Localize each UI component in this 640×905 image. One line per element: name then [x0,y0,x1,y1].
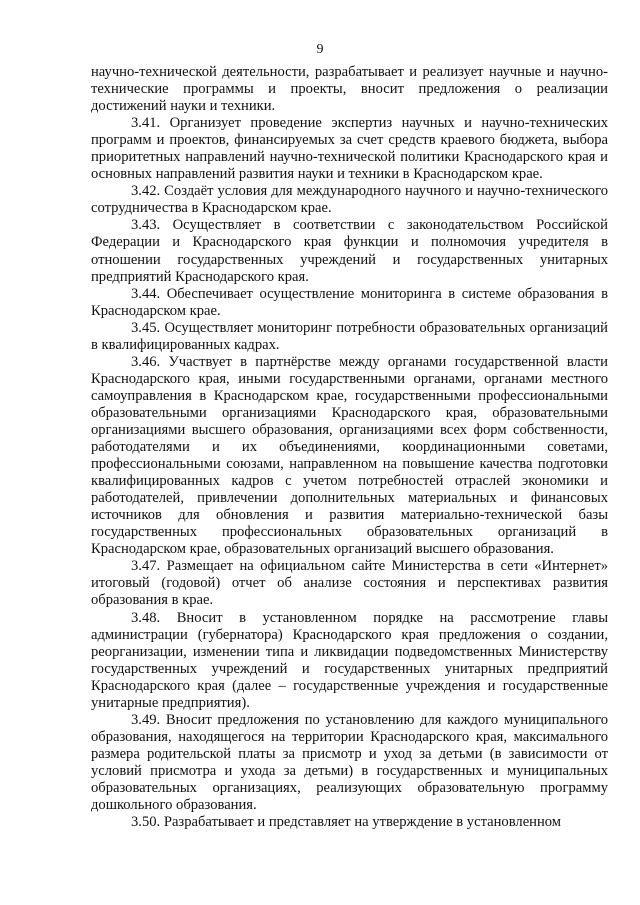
paragraph-3-43: 3.43. Осуществляет в соответствии с законодательством Российской Федерации и Краснодарского края функции и полномочия учредителя в отношении государственных учреждений и государственных унитарных предприятий Краснодарского края. [91,217,608,285]
paragraph-3-47: 3.47. Размещает на официальном сайте Министерства в сети «Интернет» итоговый (годовой) отчет об анализе состояния и перспективах развития образования в крае. [91,558,608,609]
paragraph-3-42: 3.42. Создаёт условия для международного научного и научно-технического сотрудничества в Краснодарском крае. [91,183,608,217]
paragraph-continuation: научно-технической деятельности, разрабатывает и реализует научные и научно-технические программы и проекты, вносит предложения о реализации достижений науки и техники. [91,64,608,115]
paragraph-3-44: 3.44. Обеспечивает осуществление мониторинга в системе образования в Краснодарском крае. [91,285,608,319]
paragraph-3-41: 3.41. Организует проведение экспертиз научных и научно-технических программ и проектов, финансируемых за счет средств краевого бюджета, выбора приоритетных направлений научно-технической политики Краснодарского края и основных направлений развития науки и техники в Краснодарском крае. [91,115,608,183]
document-body [91,64,608,831]
paragraph-3-48: 3.48. Вносит в установленном порядке на рассмотрение главы администрации (губернатора) Краснодарского края предложения о создании, реорганизации, изменении типа и ликвидации подведомственных Министерству государственных учреждений и государственных унитарных предприятий Краснодарского края (далее – государственные учреждения и государственные унитарные предприятия). [91,609,608,711]
paragraph-3-45: 3.45. Осуществляет мониторинг потребности образовательных организаций в квалифицированных кадрах. [91,319,608,353]
paragraph-3-49: 3.49. Вносит предложения по установлению для каждого муниципального образования, находящегося на территории Краснодарского края, максимального размера родительской платы за присмотр и уход за детьми (в зависимости от условий присмотра и ухода за детьми) в государственных и муниципальных образовательных организациях, реализующих образовательную программу дошкольного образования. [91,711,608,814]
paragraph-3-50: 3.50. Разрабатывает и представляет на утверждение в установленном [131,814,562,831]
page-number: 9 [316,42,324,57]
paragraph-3-46: 3.46. Участвует в партнёрстве между органами государственной власти Краснодарского края, иными государственными органами, органами местного самоуправления в Краснодарском крае, государственными профессиональными образовательными организациями Краснодарского края, образовательными организациями высшего образования, организациями всех форм собственности, работодателями и их объединениями, координационными советами, профессиональными союзами, направленном на повышение качества подготовки квалифицированных кадров с учетом потребностей отраслей экономики и работодателей, привлечении дополнительных материальных и финансовых источников для обновления и развития материально-технической базы государственных профессиональных образовательных организаций в Краснодарском крае, образовательных организаций высшего образования. [91,353,608,558]
